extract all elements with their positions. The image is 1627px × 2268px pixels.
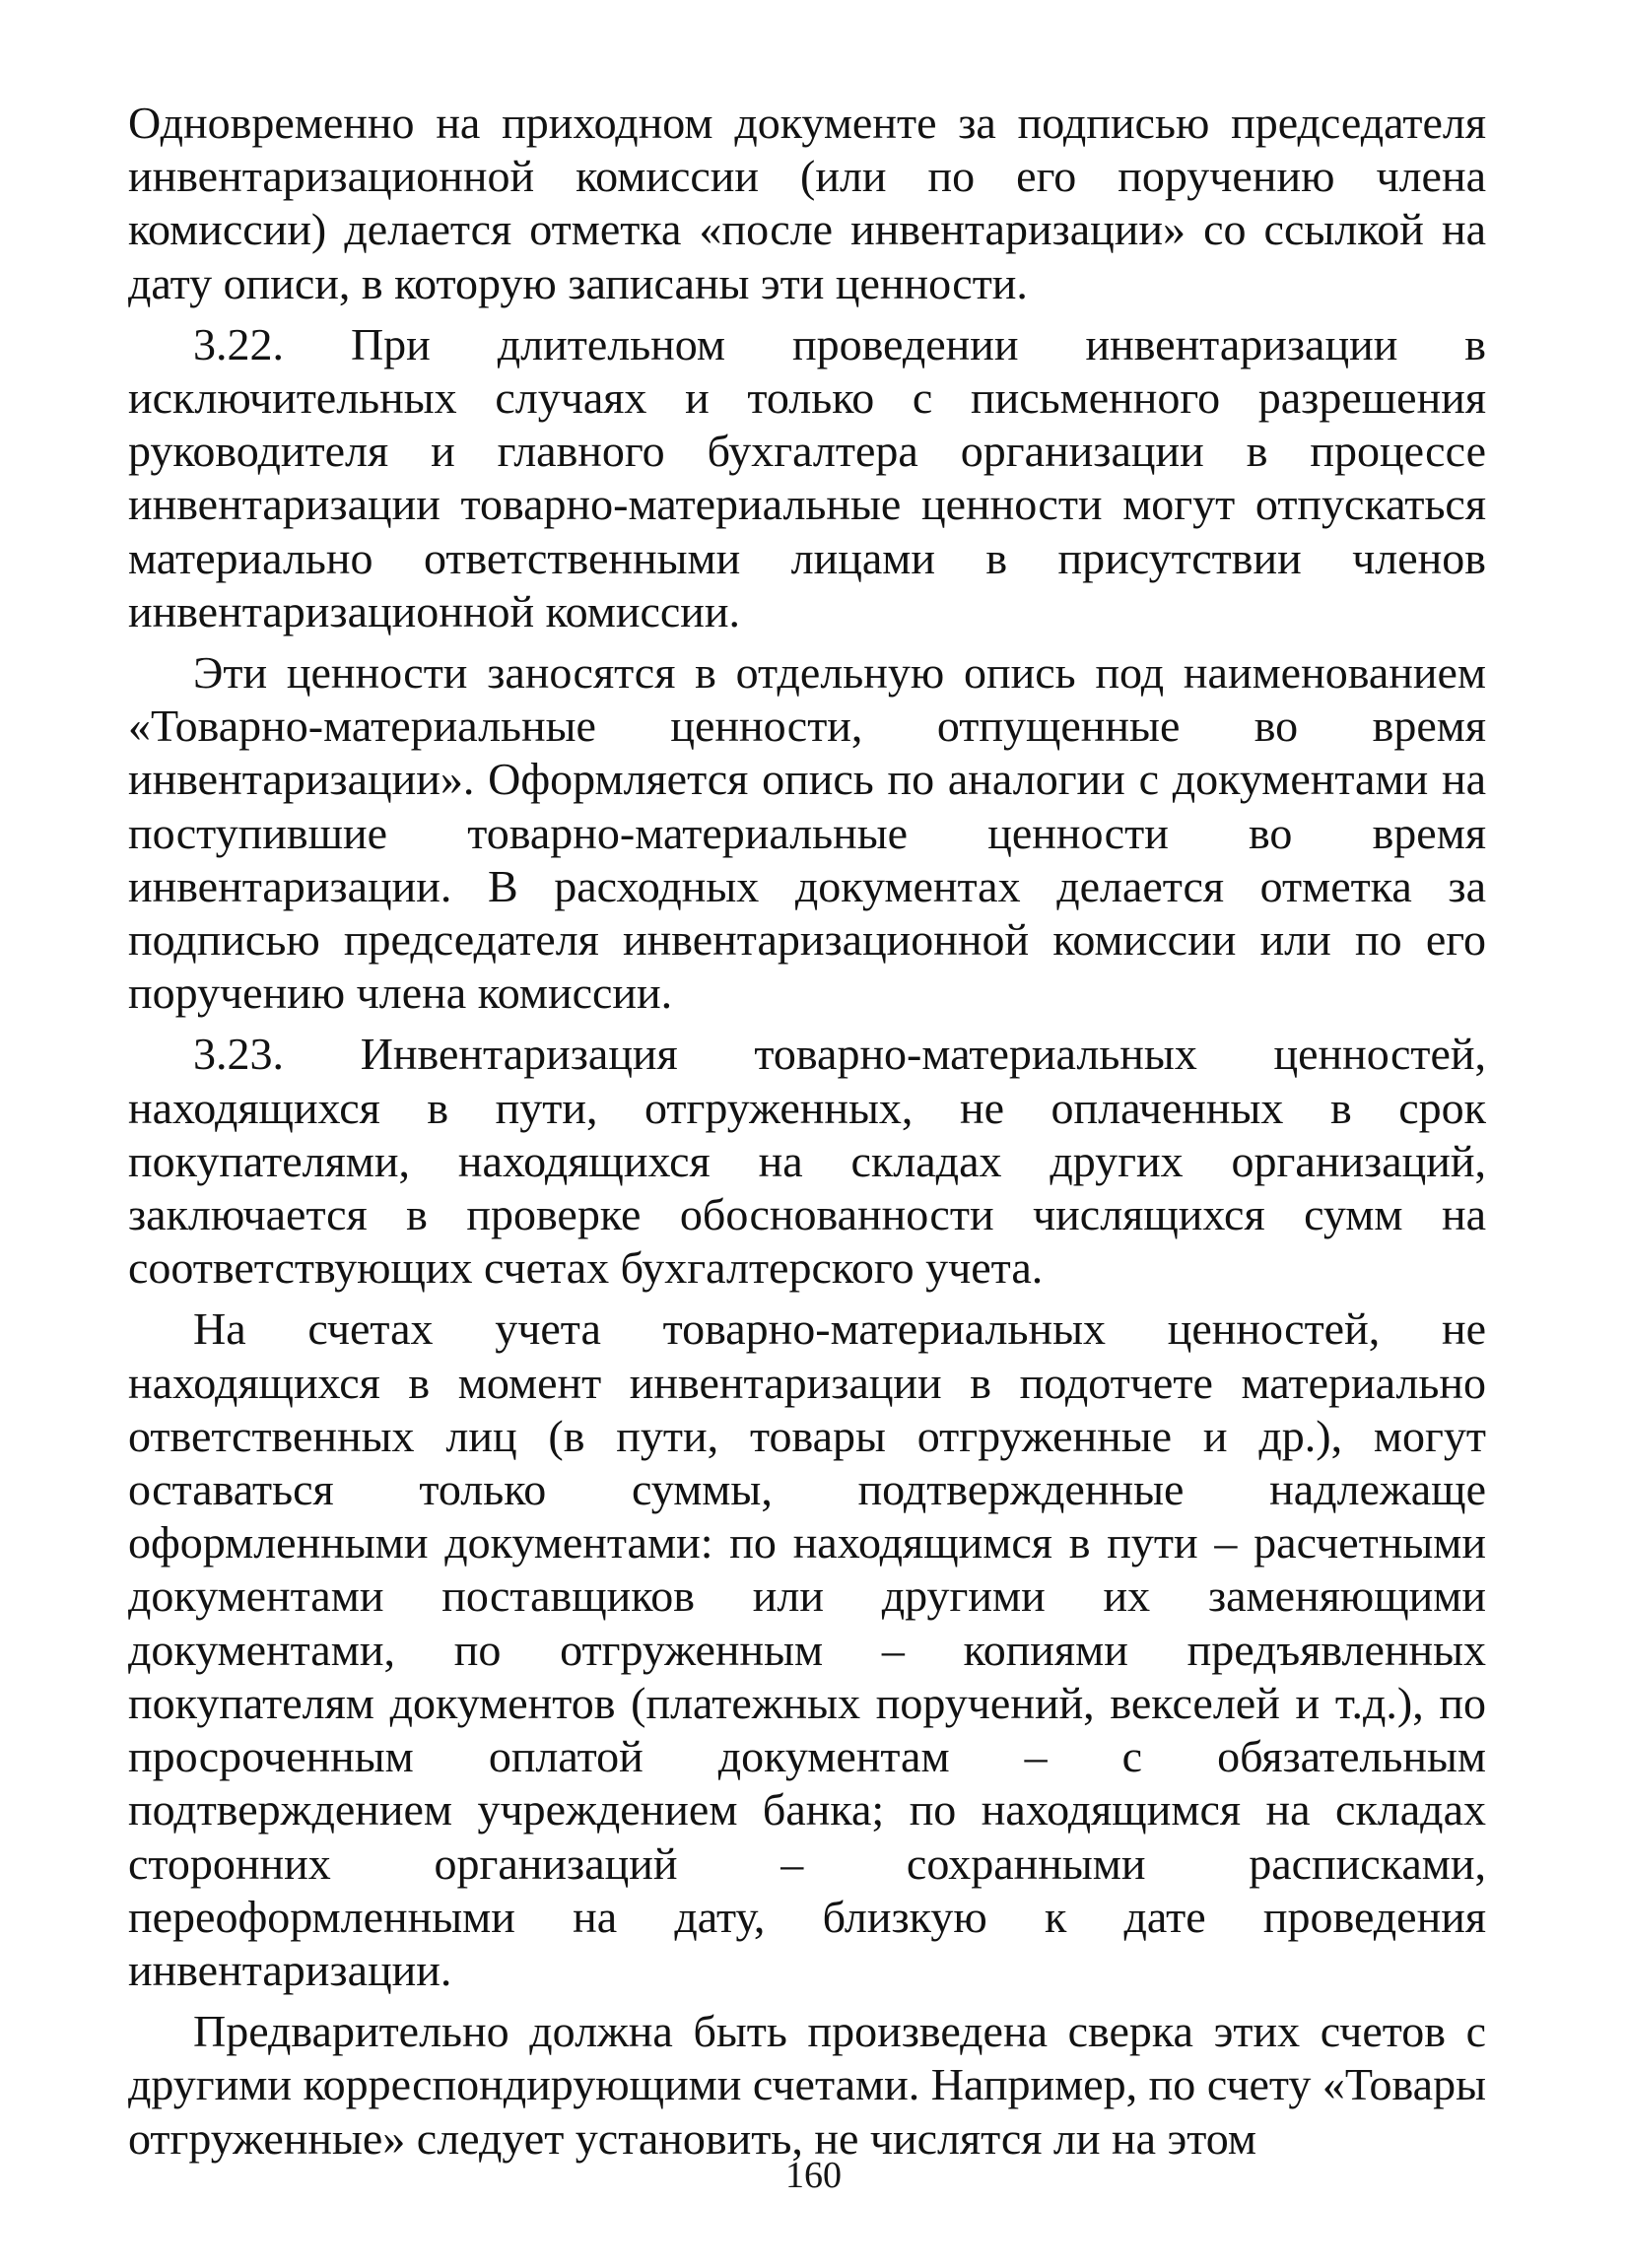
paragraph-4: 3.23. Инвентаризация товарно-материальных ценностей, находящихся в пути, отгруженных, не оплаченных в срок покупателями, находящихся на складах других организаций, заключается в проверке обоснованности числящихся сумм на соответствующих счетах бухгалтерского учета. (128, 1029, 1486, 1294)
paragraph-6: Предварительно должна быть произведена сверка этих счетов с другими корреспондирующими счетами. Например, по счету «Товары отгруженные» следует установить, не числятся ли на этом (128, 2006, 1486, 2164)
page-body (128, 97, 1486, 2173)
paragraph-2: 3.22. При длительном проведении инвентаризации в исключительных случаях и только с письменного разрешения руководителя и главного бухгалтера организации в процессе инвентаризации товарно-материальные ценности могут отпускаться материально ответственными лицами в присутствии членов инвентаризационной комиссии. (128, 318, 1486, 636)
paragraph-1: Одновременно на приходном документе за подписью председателя инвентаризационной комиссии (или по его поручению члена комиссии) делается отметка «после инвентаризации» со ссылкой на дату описи, в которую записаны эти ценности. (128, 98, 1486, 308)
page-number: 160 (785, 2155, 842, 2196)
paragraph-3: Эти ценности заносятся в отдельную опись под наименованием «Товарно-материальные ценности, отпущенные во время инвентаризации». Оформляется опись по аналогии с документами на поступившие товарно-материальные ценности во время инвентаризации. В расходных документах делается отметка за подписью председателя инвентаризационной комиссии или по его поручению члена комиссии. (128, 647, 1486, 1019)
paragraph-5: На счетах учета товарно-материальных ценностей, не находящихся в момент инвентаризации в подотчете материально ответственных лиц (в пути, товары отгруженные и др.), могут оставаться только суммы, подтвержденные надлежаще оформленными документами: по находящимся в пути – расчетными документами поставщиков или другими их заменяющими документами, по отгруженным – копиями предъявленных покупателям документов (платежных поручений, векселей и т.д.), по просроченным оплатой документам – с обязательным подтверждением учреждением банка; по находящимся на складах сторонних организаций – сохранными расписками, переоформленными на дату, близкую к дате проведения инвентаризации. (128, 1303, 1486, 1995)
